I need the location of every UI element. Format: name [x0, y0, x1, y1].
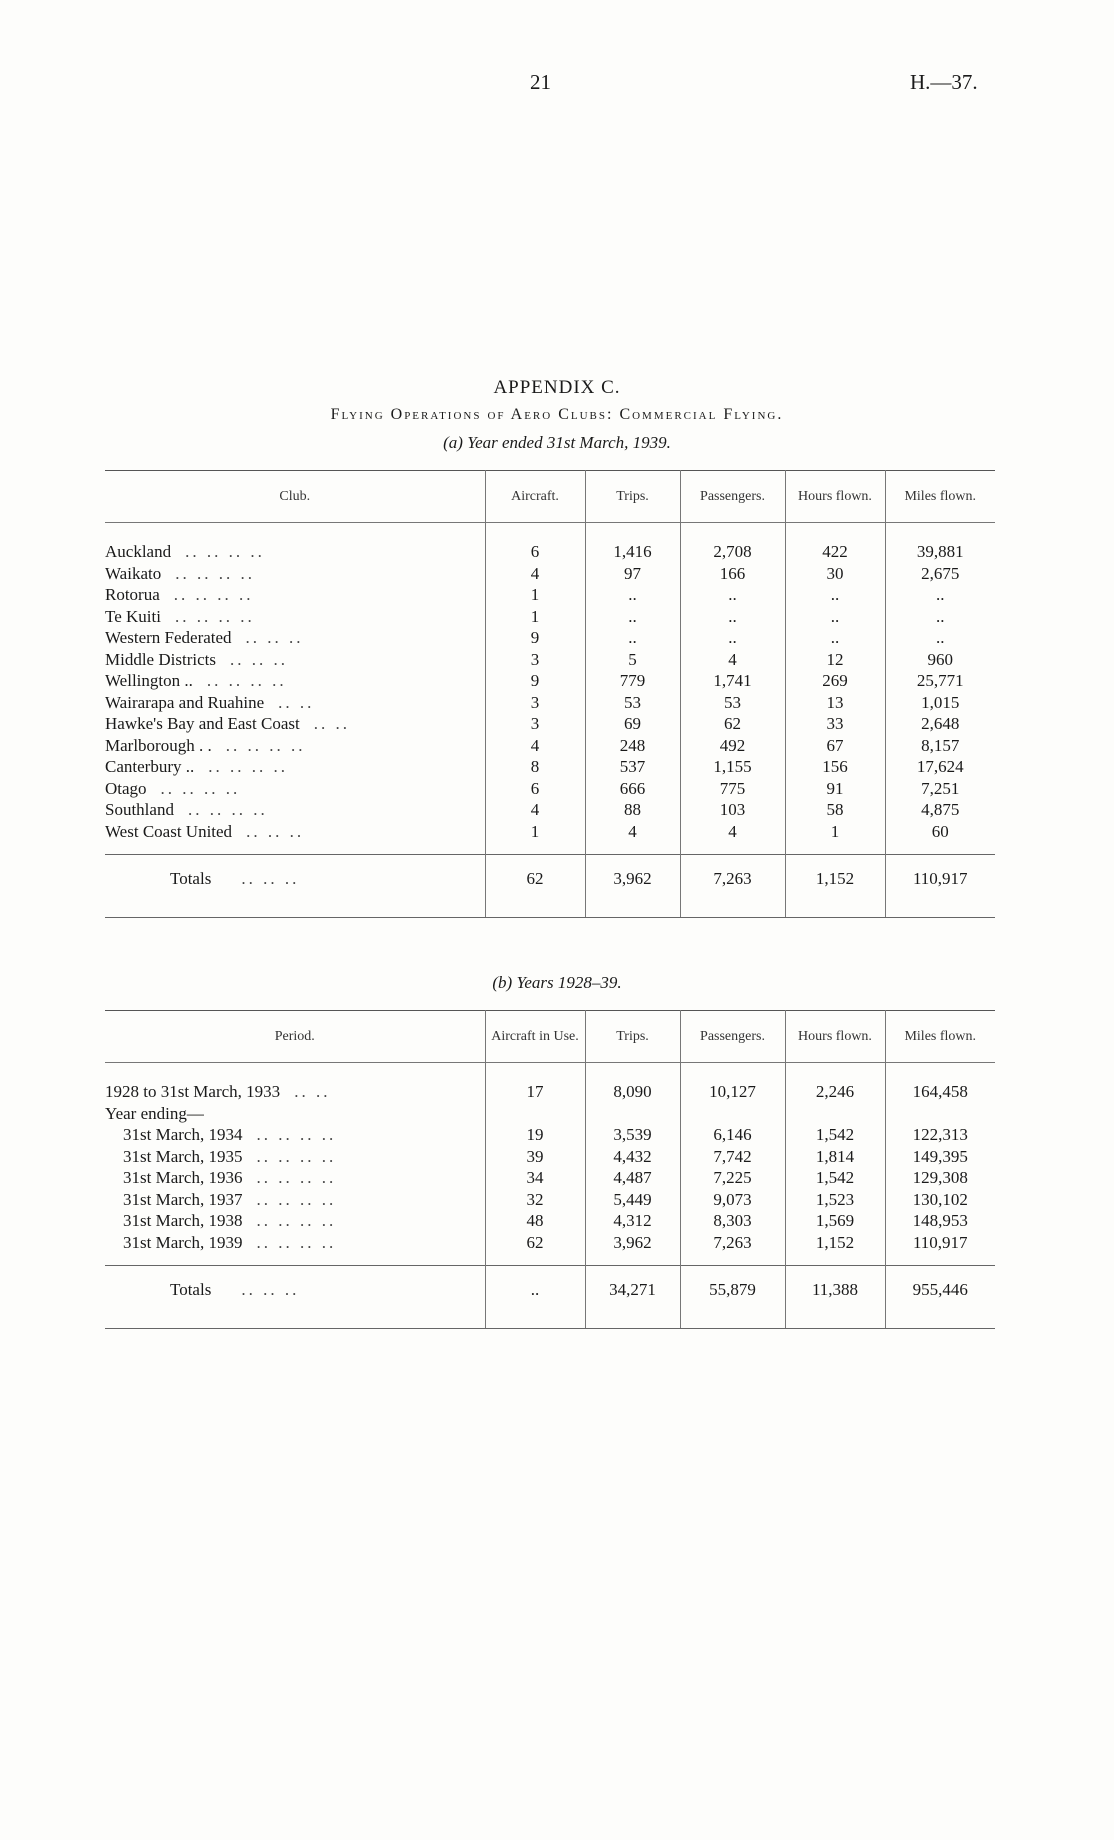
leader-dots: .. .. .. ..	[256, 1168, 337, 1187]
trips-cell: 5,449	[585, 1189, 680, 1211]
miles-cell: 149,395	[885, 1146, 995, 1168]
row-label-cell	[105, 627, 485, 649]
hours-cell: 1,152	[785, 1232, 885, 1254]
row-label-cell	[105, 713, 485, 735]
passengers-cell: 9,073	[680, 1189, 785, 1211]
total-trips: 3,962	[585, 855, 680, 904]
leader-dots: .. .. .. ..	[173, 585, 254, 604]
passengers-cell: 7,225	[680, 1167, 785, 1189]
miles-cell: 7,251	[885, 778, 995, 800]
total-miles: 110,917	[885, 855, 995, 904]
row-label: Western Federated	[105, 628, 232, 647]
group-label: Year ending—	[105, 1103, 204, 1123]
leader-dots: .. ..	[313, 714, 350, 733]
aircraft-cell: 1	[485, 821, 585, 843]
hours-cell: 1	[785, 821, 885, 843]
club-row	[105, 670, 995, 692]
aircraft-cell: 32	[485, 1189, 585, 1211]
miles-cell: ..	[885, 606, 995, 628]
passengers-cell: 1,155	[680, 756, 785, 778]
passengers-cell: 8,303	[680, 1210, 785, 1232]
aircraft-cell: 9	[485, 670, 585, 692]
aircraft-cell: 48	[485, 1210, 585, 1232]
club-row	[105, 649, 995, 671]
trips-cell: ..	[585, 627, 680, 649]
club-row	[105, 799, 995, 821]
row-label-cell	[105, 799, 485, 821]
miles-cell: 164,458	[885, 1081, 995, 1103]
yearly-operations-table	[105, 1010, 995, 1329]
hours-cell: ..	[785, 606, 885, 628]
group-label-row	[105, 1103, 995, 1125]
column-header-hours: Hours flown.	[785, 471, 885, 523]
miles-cell: 39,881	[885, 541, 995, 563]
club-row	[105, 563, 995, 585]
total-passengers: 7,263	[680, 855, 785, 904]
row-label: Canterbury ..	[105, 757, 195, 776]
hours-cell: 269	[785, 670, 885, 692]
total-miles: 955,446	[885, 1266, 995, 1315]
row-label: Otago	[105, 778, 147, 798]
passengers-cell: 7,742	[680, 1146, 785, 1168]
passengers-cell: 775	[680, 778, 785, 800]
hours-cell: 33	[785, 713, 885, 735]
miles-cell: 2,675	[885, 563, 995, 585]
club-operations-table	[105, 470, 995, 918]
leader-dots: .. .. .. ..	[174, 606, 255, 626]
miles-cell: ..	[885, 627, 995, 649]
trips-cell: 1,416	[585, 541, 680, 563]
row-label: Rotorua	[105, 585, 160, 604]
aircraft-cell: 8	[485, 756, 585, 778]
leader-dots: .. .. .. ..	[256, 1211, 337, 1230]
hours-cell: 1,814	[785, 1146, 885, 1168]
column-header-club: Club.	[279, 488, 311, 504]
aircraft-cell: 6	[485, 778, 585, 800]
aircraft-cell: 1	[485, 606, 585, 628]
year-row	[105, 1146, 995, 1168]
aircraft-cell: 1	[485, 584, 585, 606]
passengers-cell: 62	[680, 713, 785, 735]
trips-cell: 779	[585, 670, 680, 692]
passengers-cell: 4	[680, 649, 785, 671]
club-row	[105, 606, 995, 628]
trips-cell: 88	[585, 799, 680, 821]
club-row	[105, 735, 995, 757]
miles-cell: 148,953	[885, 1210, 995, 1232]
club-row	[105, 821, 995, 843]
miles-cell: 8,157	[885, 735, 995, 757]
row-label-cell	[105, 563, 485, 585]
miles-cell: 25,771	[885, 670, 995, 692]
hours-cell: ..	[785, 584, 885, 606]
page-number: 21	[530, 70, 551, 94]
row-label: 31st March, 1937	[123, 1189, 243, 1209]
row-label: Middle Districts	[105, 649, 216, 669]
column-header-passengers: Passengers.	[680, 471, 785, 523]
trips-cell: ..	[585, 584, 680, 606]
club-row	[105, 713, 995, 735]
miles-cell: 129,308	[885, 1167, 995, 1189]
club-row	[105, 584, 995, 606]
row-label: Wairarapa and Ruahine	[105, 692, 265, 712]
club-row	[105, 692, 995, 714]
aircraft-cell: 4	[485, 735, 585, 757]
table-header-row	[105, 471, 995, 523]
hours-cell: 1,542	[785, 1167, 885, 1189]
trips-cell: 4,312	[585, 1210, 680, 1232]
miles-cell: 2,648	[885, 713, 995, 735]
year-row	[105, 1124, 995, 1146]
totals-label-cell	[105, 1266, 485, 1315]
leader-dots: .. .. .. ..	[187, 800, 268, 819]
passengers-cell: ..	[680, 627, 785, 649]
passengers-cell: 103	[680, 799, 785, 821]
row-label: 31st March, 1934	[123, 1125, 243, 1144]
leader-dots: .. .. .. ..	[208, 757, 288, 776]
leader-dots: .. .. .. ..	[185, 542, 265, 561]
row-label-cell	[105, 1189, 485, 1211]
column-header-passengers: Passengers.	[680, 1011, 785, 1063]
row-label-cell	[105, 670, 485, 692]
row-label: 31st March, 1935	[123, 1146, 243, 1166]
column-header-miles: Miles flown.	[885, 471, 995, 523]
column-header-miles: Miles flown.	[885, 1011, 995, 1063]
leader-dots: .. .. .. ..	[256, 1146, 337, 1166]
aircraft-cell: 34	[485, 1167, 585, 1189]
passengers-cell: 2,708	[680, 541, 785, 563]
trips-cell: 537	[585, 756, 680, 778]
totals-row	[105, 855, 995, 904]
leader-dots: .. .. ..	[245, 628, 304, 647]
passengers-cell: 7,263	[680, 1232, 785, 1254]
total-hours: 11,388	[785, 1266, 885, 1315]
leader-dots: .. ..	[278, 692, 315, 712]
column-header-hours: Hours flown.	[785, 1011, 885, 1063]
row-label: Wellington ..	[105, 671, 193, 690]
trips-cell: 97	[585, 563, 680, 585]
row-label: 31st March, 1936	[123, 1168, 243, 1187]
year-row	[105, 1189, 995, 1211]
hours-cell: 1,569	[785, 1210, 885, 1232]
row-label: 31st March, 1938	[123, 1211, 243, 1230]
row-label-cell	[105, 1167, 485, 1189]
total-aircraft: 62	[485, 855, 585, 904]
table-subtitle: Flying Operations of Aero Clubs: Commercial Flying.	[330, 406, 784, 423]
hours-cell: 2,246	[785, 1081, 885, 1103]
passengers-cell: 53	[680, 692, 785, 714]
hours-cell: 1,523	[785, 1189, 885, 1211]
year-row	[105, 1210, 995, 1232]
miles-cell: 110,917	[885, 1232, 995, 1254]
totals-label: Totals	[170, 869, 212, 889]
aircraft-cell: 6	[485, 541, 585, 563]
row-label-cell	[105, 1081, 485, 1103]
totals-row	[105, 1266, 995, 1315]
hours-cell: 91	[785, 778, 885, 800]
trips-cell: 4,432	[585, 1146, 680, 1168]
row-label-cell	[105, 735, 485, 757]
total-hours: 1,152	[785, 855, 885, 904]
row-label: Marlborough . .	[105, 735, 212, 755]
year-row	[105, 1232, 995, 1254]
row-label-cell	[105, 1232, 485, 1254]
aircraft-cell: 9	[485, 627, 585, 649]
passengers-cell: 4	[680, 821, 785, 843]
miles-cell: 122,313	[885, 1124, 995, 1146]
row-label: Auckland	[105, 542, 172, 561]
table-header-row	[105, 1011, 995, 1063]
miles-cell: 1,015	[885, 692, 995, 714]
miles-cell: ..	[885, 584, 995, 606]
passengers-cell: 10,127	[680, 1081, 785, 1103]
leader-dots: .. .. .. ..	[206, 671, 287, 690]
trips-cell: 666	[585, 778, 680, 800]
leader-dots: .. .. .. ..	[175, 563, 255, 583]
row-label: Te Kuiti	[105, 606, 161, 626]
trips-cell: 3,539	[585, 1124, 680, 1146]
club-row	[105, 541, 995, 563]
row-label-cell	[105, 1146, 485, 1168]
document-reference: H.—37.	[910, 70, 978, 94]
trips-cell: 248	[585, 735, 680, 757]
hours-cell: 30	[785, 563, 885, 585]
period-row	[105, 1081, 995, 1103]
total-aircraft: ..	[485, 1266, 585, 1315]
trips-cell: 3,962	[585, 1232, 680, 1254]
miles-cell: 60	[885, 821, 995, 843]
trips-cell: 53	[585, 692, 680, 714]
trips-cell: ..	[585, 606, 680, 628]
aircraft-cell: 17	[485, 1081, 585, 1103]
row-label-cell	[105, 606, 485, 628]
row-label: 31st March, 1939	[123, 1232, 243, 1252]
aircraft-cell: 4	[485, 799, 585, 821]
row-label-cell	[105, 692, 485, 714]
miles-cell: 4,875	[885, 799, 995, 821]
aircraft-cell: 19	[485, 1124, 585, 1146]
club-row	[105, 756, 995, 778]
row-label-cell	[105, 584, 485, 606]
row-label-cell	[105, 778, 485, 800]
leader-dots: .. .. ..	[241, 1280, 300, 1300]
totals-label-cell	[105, 855, 485, 904]
year-row	[105, 1167, 995, 1189]
aircraft-cell: 3	[485, 713, 585, 735]
hours-cell: 13	[785, 692, 885, 714]
passengers-cell: 492	[680, 735, 785, 757]
club-row	[105, 627, 995, 649]
hours-cell: 67	[785, 735, 885, 757]
miles-cell: 960	[885, 649, 995, 671]
passengers-cell: 166	[680, 563, 785, 585]
row-label-cell	[105, 821, 485, 843]
column-header-period: Period.	[274, 1028, 315, 1044]
aircraft-cell: 39	[485, 1146, 585, 1168]
leader-dots: .. .. .. ..	[160, 778, 241, 798]
trips-cell: 5	[585, 649, 680, 671]
row-label: Southland	[105, 800, 174, 819]
section-b-title: (b) Years 1928–39.	[492, 973, 622, 992]
trips-cell: 4,487	[585, 1167, 680, 1189]
column-header-trips: Trips.	[585, 471, 680, 523]
row-label-cell	[105, 541, 485, 563]
hours-cell: 12	[785, 649, 885, 671]
row-label-cell	[105, 649, 485, 671]
totals-label: Totals	[170, 1280, 212, 1300]
aircraft-cell: 62	[485, 1232, 585, 1254]
row-label: 1928 to 31st March, 1933	[105, 1082, 281, 1101]
leader-dots: .. .. .. ..	[256, 1232, 337, 1252]
passengers-cell: 6,146	[680, 1124, 785, 1146]
leader-dots: .. .. .. ..	[256, 1189, 337, 1209]
row-label-cell	[105, 756, 485, 778]
hours-cell: 1,542	[785, 1124, 885, 1146]
column-header-aircraft: Aircraft in Use.	[485, 1011, 585, 1063]
total-passengers: 55,879	[680, 1266, 785, 1315]
leader-dots: .. .. .. ..	[256, 1125, 337, 1144]
trips-cell: 8,090	[585, 1081, 680, 1103]
passengers-cell: ..	[680, 606, 785, 628]
trips-cell: 4	[585, 821, 680, 843]
leader-dots: .. .. ..	[246, 821, 305, 841]
total-trips: 34,271	[585, 1266, 680, 1315]
row-label: Waikato	[105, 563, 162, 583]
leader-dots: .. .. ..	[229, 649, 288, 669]
leader-dots: .. .. .. ..	[225, 735, 306, 755]
hours-cell: 156	[785, 756, 885, 778]
section-a-title: (a) Year ended 31st March, 1939.	[443, 433, 671, 452]
row-label: West Coast United	[105, 821, 233, 841]
column-header-aircraft: Aircraft.	[485, 471, 585, 523]
hours-cell: 422	[785, 541, 885, 563]
hours-cell: 58	[785, 799, 885, 821]
aircraft-cell: 3	[485, 649, 585, 671]
row-label-cell	[105, 1210, 485, 1232]
leader-dots: .. .. ..	[241, 869, 300, 889]
miles-cell: 17,624	[885, 756, 995, 778]
club-row	[105, 778, 995, 800]
trips-cell: 69	[585, 713, 680, 735]
column-header-trips: Trips.	[585, 1011, 680, 1063]
hours-cell: ..	[785, 627, 885, 649]
passengers-cell: 1,741	[680, 670, 785, 692]
leader-dots: .. ..	[294, 1082, 331, 1101]
aircraft-cell: 3	[485, 692, 585, 714]
row-label-cell	[105, 1124, 485, 1146]
appendix-heading: APPENDIX C.	[493, 377, 621, 398]
aircraft-cell: 4	[485, 563, 585, 585]
miles-cell: 130,102	[885, 1189, 995, 1211]
row-label: Hawke's Bay and East Coast	[105, 714, 300, 733]
passengers-cell: ..	[680, 584, 785, 606]
